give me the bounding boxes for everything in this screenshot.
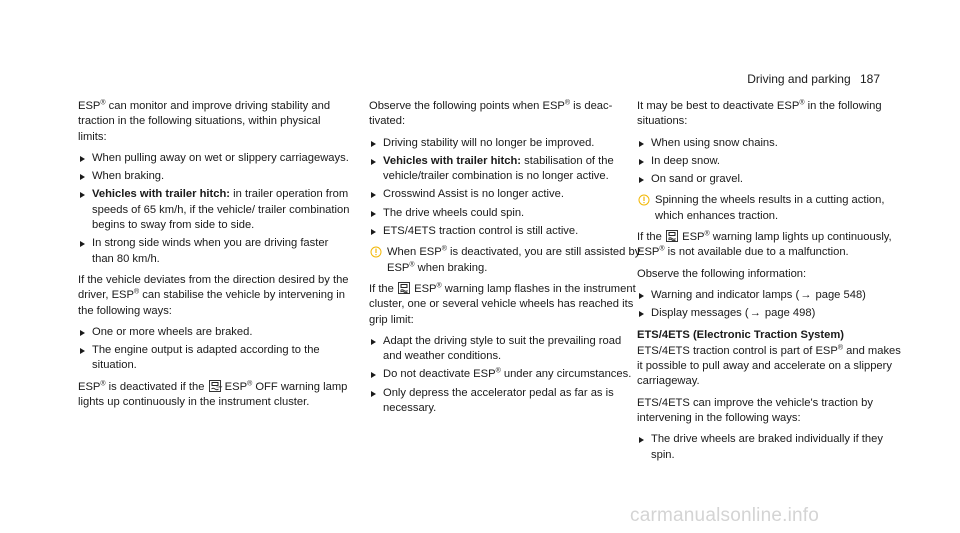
list-item: The drive wheels are braked individually if they spin. xyxy=(637,432,909,463)
list-item: Crosswind Assist is no longer active. xyxy=(369,187,641,202)
paragraph: If the ESP® warning lamp lights up continuously, ESP® is not available due to a malfunction. xyxy=(637,230,892,259)
list-item: On sand or gravel. xyxy=(637,172,909,187)
list-item: When pulling away on wet or slippery carriageways. xyxy=(78,151,350,166)
paragraph: ESP® can monitor and improve driving stability and traction in the following situations, within physical limits: xyxy=(78,99,331,143)
paragraph: Observe the following points when ESP® is deactivated: xyxy=(369,99,613,128)
paragraph: ETS/4ETS traction control is part of ESP® and makes it possible to pull away and accelerate on a slippery carriageway. xyxy=(637,344,901,388)
page-reference-link[interactable]: page 548) xyxy=(812,288,866,301)
note: When ESP® is deactivated, you are still assisted by ESP® when braking. xyxy=(369,245,641,276)
list-item: Only depress the accelerator pedal as far as is necessary. xyxy=(369,386,641,417)
info-note-icon xyxy=(638,194,650,206)
list-item: Warning and indicator lamps (→ page 548) xyxy=(637,288,909,303)
info-note-icon xyxy=(370,246,382,258)
list-item: In strong side winds when you are driving faster than 80 km/h. xyxy=(78,236,350,267)
bullet-list xyxy=(637,432,909,463)
list-item: When using snow chains. xyxy=(637,136,909,151)
list-item: Vehicles with trailer hitch: in trailer operation from speeds of 65 km/h, if the vehicle/ trailer combination begins to sway from side to side. xyxy=(78,187,350,233)
list-item: The drive wheels could spin. xyxy=(369,206,641,221)
column-2 xyxy=(369,99,641,422)
page-header xyxy=(747,72,880,87)
paragraph: ESP® is deactivated if the OFF ESP® OFF warning lamp lights up continuously in the instrument cluster. xyxy=(78,380,348,409)
bullet-list xyxy=(637,288,909,322)
list-item: In deep snow. xyxy=(637,154,909,169)
list-item: Adapt the driving style to suit the prevailing road and weather conditions. xyxy=(369,334,641,365)
list-item: Do not deactivate ESP® under any circumstances. xyxy=(369,367,641,382)
section-title: Driving and parking xyxy=(747,72,851,86)
paragraph: ETS/4ETS can improve the vehicle's traction by intervening in the following ways: xyxy=(637,396,873,425)
page-reference-arrow-icon: → xyxy=(749,307,761,320)
list-item: When braking. xyxy=(78,169,350,184)
list-item: One or more wheels are braked. xyxy=(78,325,350,340)
page-number: 187 xyxy=(859,72,880,86)
bullet-list xyxy=(637,136,909,188)
watermark: carmanualsonline.info xyxy=(630,505,820,526)
paragraph: It may be best to deactivate ESP® in the following situations: xyxy=(637,99,882,128)
list-item: Vehicles with trailer hitch: stabilisation of the vehicle/trailer combination is no longer active. xyxy=(369,154,641,185)
list-item: The engine output is adapted according to the situation. xyxy=(78,343,350,374)
list-item: Driving stability will no longer be improved. xyxy=(369,136,641,151)
list-item: Display messages (→ page 498) xyxy=(637,306,909,321)
page-reference-arrow-icon: → xyxy=(800,288,812,301)
list-item: ETS/4ETS traction control is still active. xyxy=(369,224,641,239)
svg-text:OFF: OFF xyxy=(216,384,222,389)
esp-off-lamp-icon xyxy=(209,380,221,392)
note: Spinning the wheels results in a cutting action, which enhances traction. xyxy=(637,193,909,224)
paragraph: Observe the following information: xyxy=(637,267,807,280)
esp-warning-lamp-icon xyxy=(666,230,678,242)
bullet-list xyxy=(78,325,350,374)
column-1 xyxy=(78,99,350,416)
paragraph: If the ESP® warning lamp flashes in the instrument cluster, one or several vehicle wheels has reached its grip limit: xyxy=(369,282,636,326)
bullet-list xyxy=(369,136,641,240)
bullet-list xyxy=(369,334,641,416)
section-heading: ETS/4ETS (Electronic Traction System) xyxy=(637,328,845,341)
bullet-list xyxy=(78,151,350,267)
page-reference-link[interactable]: page 498) xyxy=(761,307,816,320)
paragraph: If the vehicle deviates from the direction desired by the driver, ESP® can stabilise the vehicle by intervening in the following ways: xyxy=(78,273,349,317)
esp-warning-lamp-icon xyxy=(398,282,410,294)
column-3 xyxy=(637,99,909,469)
